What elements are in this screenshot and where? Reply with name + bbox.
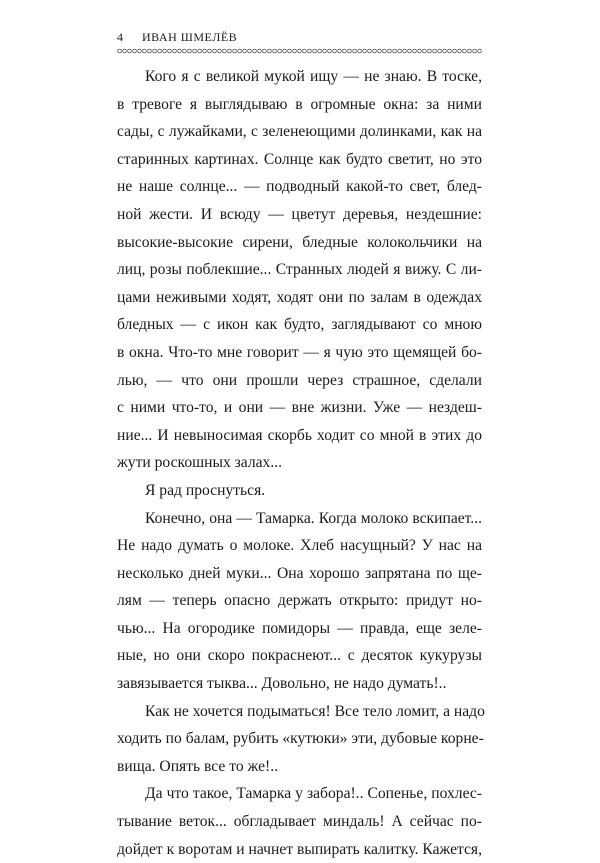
body-text bbox=[117, 63, 485, 863]
text-line: в окна. Что-то мне говорит — я чую это щемящей бо- bbox=[117, 343, 482, 361]
text-line: ходить по балам, рубить «кутюки» эти, дубовые корне- bbox=[117, 730, 484, 748]
text-line: цами неживыми ходят, ходят они по залам в одеждах bbox=[117, 288, 482, 306]
page-number: 4 bbox=[117, 30, 124, 44]
text-line: Я рад проснуться. bbox=[145, 481, 266, 499]
ornamental-rule bbox=[117, 47, 482, 55]
text-line: лиц, розы поблекшие... Странных людей я вижу. С ли- bbox=[117, 261, 482, 279]
text-line: Не надо думать о молоке. Хлеб насущный? У нас на bbox=[117, 537, 482, 555]
text-line: дойдет к воротам и начнет выпирать калитку. Кажется, bbox=[117, 840, 482, 858]
text-line: с ними что-то, и они — вне жизни. Уже — нездеш- bbox=[117, 399, 482, 417]
text-line: чью... На огородике помидоры — правда, еще зеле- bbox=[117, 619, 482, 637]
text-line: высокие-высокие сирени, бледные колокольчики на bbox=[117, 233, 482, 251]
text-line: вища. Опять все то же!.. bbox=[117, 757, 279, 775]
text-line: лью, — что они прошли через страшное, сделали bbox=[117, 371, 482, 389]
text-line: ние... И невыносимая скорбь ходит со мной в этих до bbox=[117, 426, 482, 444]
text-line: старинных картинах. Солнце как будто светит, но это bbox=[117, 150, 482, 168]
text-line: сады, с лужайками, с зеленеющими долинками, как на bbox=[117, 123, 482, 141]
text-line: жути роскошных залах... bbox=[117, 454, 283, 472]
text-line: не наше солнце... — подводный какой-то свет, блед- bbox=[117, 178, 482, 196]
text-line: Как не хочется подыматься! Все тело ломит, а надо bbox=[145, 702, 485, 720]
running-header bbox=[117, 30, 482, 46]
text-line: в тревоге я выглядываю в огромные окна: за ними bbox=[117, 95, 482, 113]
running-head-author: ИВАН ШМЕЛЁВ bbox=[142, 30, 238, 44]
text-line: несколько дней муки... Она хорошо запрятана по ще- bbox=[117, 564, 482, 582]
text-line: завязывается тыква... Довольно, не надо думать!.. bbox=[117, 675, 447, 693]
text-line: Кого я с великой мукой ищу — не знаю. В тоске, bbox=[145, 68, 482, 85]
text-line: ной жести. И всюду — цветут деревья, нездешние: bbox=[117, 205, 482, 223]
text-line: тывание веток... обгладывает миндаль! А сейчас по- bbox=[117, 813, 482, 831]
text-line: Да что такое, Тамарка у забора!.. Сопенье, похлес- bbox=[145, 785, 482, 803]
text-line: лям — теперь опасно держать открыто: придут но- bbox=[117, 592, 482, 610]
text-line: бледных — с икон как будто, заглядывают со мною bbox=[117, 316, 482, 334]
text-line: Конечно, она — Тамарка. Когда молоко вскипает... bbox=[145, 509, 482, 527]
text-line: ные, но они скоро покраснеют... с десяток кукурузы bbox=[117, 647, 482, 665]
